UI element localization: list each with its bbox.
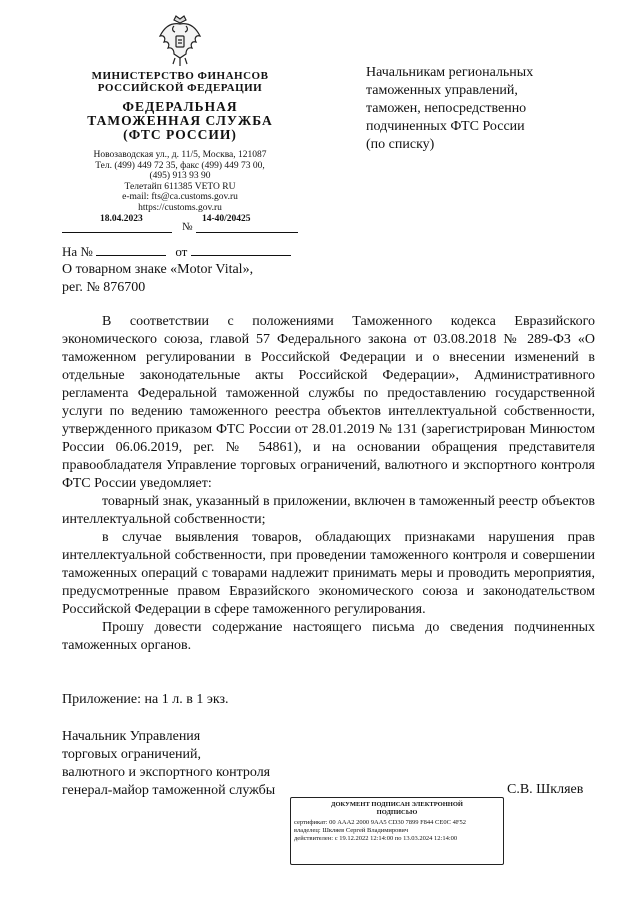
signatory-line: генерал-майор таможенной службы — [62, 783, 276, 798]
body-paragraph-1: В соответствии с положениями Таможенного кодекса Евразийского экономического союза, главой 57 Федерального закона от 03.08.2018 № 289-ФЗ «О таможенном регулировании в Российской Федерации и о внесении изменений в отдельные законодательные акты Российской Федерации», Административного регламента Федеральной таможенной службы по предоставлению государственной услуги по ведению таможенного реестра объектов интеллектуальной собственности, утвержденного приказом ФТС России от 28.01.2019 № 131 (зарегистрирован Минюстом России 06.06.2019, рег. № 54861), и на основании обращения представителя правообладателя Управление торговых ограничений, валютного и экспортного контроля ФТС России уведомляет: — [62, 314, 595, 491]
number-sign: № — [182, 221, 193, 233]
ref-prefix: На № — [62, 244, 93, 259]
emblem — [156, 14, 204, 68]
ministry-line: РОССИЙСКОЙ ФЕДЕРАЦИИ — [97, 82, 263, 94]
russian-coat-of-arms-icon — [156, 14, 204, 68]
reference-row — [62, 244, 302, 260]
recipient-line: таможен, непосредственно — [366, 101, 527, 116]
signatory-name: С.В. Шкляев — [507, 782, 584, 797]
subject-line: рег. № 876700 — [62, 280, 146, 295]
e-signature-stamp — [290, 797, 504, 865]
signatory-title — [62, 728, 275, 800]
ministry-heading — [60, 70, 300, 94]
stamp-heading — [291, 801, 503, 817]
recipient-line: таможенных управлений, — [366, 83, 518, 98]
ref-from: от — [175, 244, 188, 259]
ref-date-line — [191, 255, 291, 256]
address-line: Тел. (499) 449 72 35, факс (499) 449 73 00, — [95, 160, 265, 171]
body-paragraph-2: товарный знак, указанный в приложении, включен в таможенный реестр объектов интеллектуальной собственности; — [62, 494, 595, 527]
body-paragraph-3: в случае выявления товаров, обладающих признаками нарушения прав интеллектуальной собственности, при проведении таможенного контроля и совершении таможенных операций с товарами надлежит принимать меры и проводить мероприятия, предусмотренные правом Евразийского экономического союза и законодательством Российской Федерации в сфере таможенного регулирования. — [62, 530, 595, 617]
address-block — [60, 150, 300, 213]
signatory-line: валютного и экспортного контроля — [62, 765, 271, 780]
signatory-line: Начальник Управления — [62, 729, 201, 744]
service-line: ТАМОЖЕННАЯ СЛУЖБА — [87, 113, 273, 128]
address-line: Телетайп 611385 VETO RU — [124, 181, 236, 192]
stamp-heading-line: ПОДПИСЬЮ — [376, 809, 418, 816]
document-date: 18.04.2023 — [100, 214, 143, 224]
recipient-line: (по списку) — [366, 137, 435, 152]
stamp-heading-line: ДОКУМЕНТ ПОДПИСАН ЭЛЕКТРОННОЙ — [331, 801, 463, 808]
body-paragraph-4: Прошу довести содержание настоящего письма до сведения подчиненных таможенных органов. — [62, 620, 595, 653]
recipient-block — [366, 64, 606, 154]
date-number-row — [62, 214, 302, 234]
address-line: Новозаводская ул., д. 11/5, Москва, 121087 — [93, 150, 267, 160]
ministry-line: МИНИСТЕРСТВО ФИНАНСОВ — [91, 70, 269, 82]
address-line: (495) 913 93 90 — [149, 171, 211, 181]
stamp-details — [291, 817, 503, 843]
recipient-line: Начальникам региональных — [366, 65, 534, 80]
stamp-owner: владелец: Шкляев Сергей Владимирович — [294, 827, 409, 834]
date-underline — [62, 232, 172, 233]
recipient-line: подчиненных ФТС России — [366, 119, 525, 134]
service-line: ФЕДЕРАЛЬНАЯ — [122, 99, 238, 114]
number-underline — [196, 232, 298, 233]
address-line: e-mail: fts@ca.customs.gov.ru — [122, 192, 238, 202]
attachment-note: Приложение: на 1 л. в 1 экз. — [62, 692, 229, 707]
subject — [62, 261, 253, 297]
subject-line: О товарном знаке «Motor Vital», — [62, 262, 254, 277]
document-number: 14-40/20425 — [202, 214, 251, 224]
letter-body — [62, 313, 595, 655]
service-heading — [60, 100, 300, 142]
address-line: https://customs.gov.ru — [138, 202, 222, 213]
signatory-line: торговых ограничений, — [62, 747, 202, 762]
stamp-valid: действителен: с 19.12.2022 12:14:00 по 13.03.2024 12:14:00 — [294, 835, 458, 842]
service-line: (ФТС РОССИИ) — [123, 127, 237, 142]
stamp-certificate: сертификат: 00 AAA2 2000 9AA5 CD30 7899 F844 CE0C 4F52 — [294, 819, 466, 826]
ref-number-line — [96, 255, 166, 256]
